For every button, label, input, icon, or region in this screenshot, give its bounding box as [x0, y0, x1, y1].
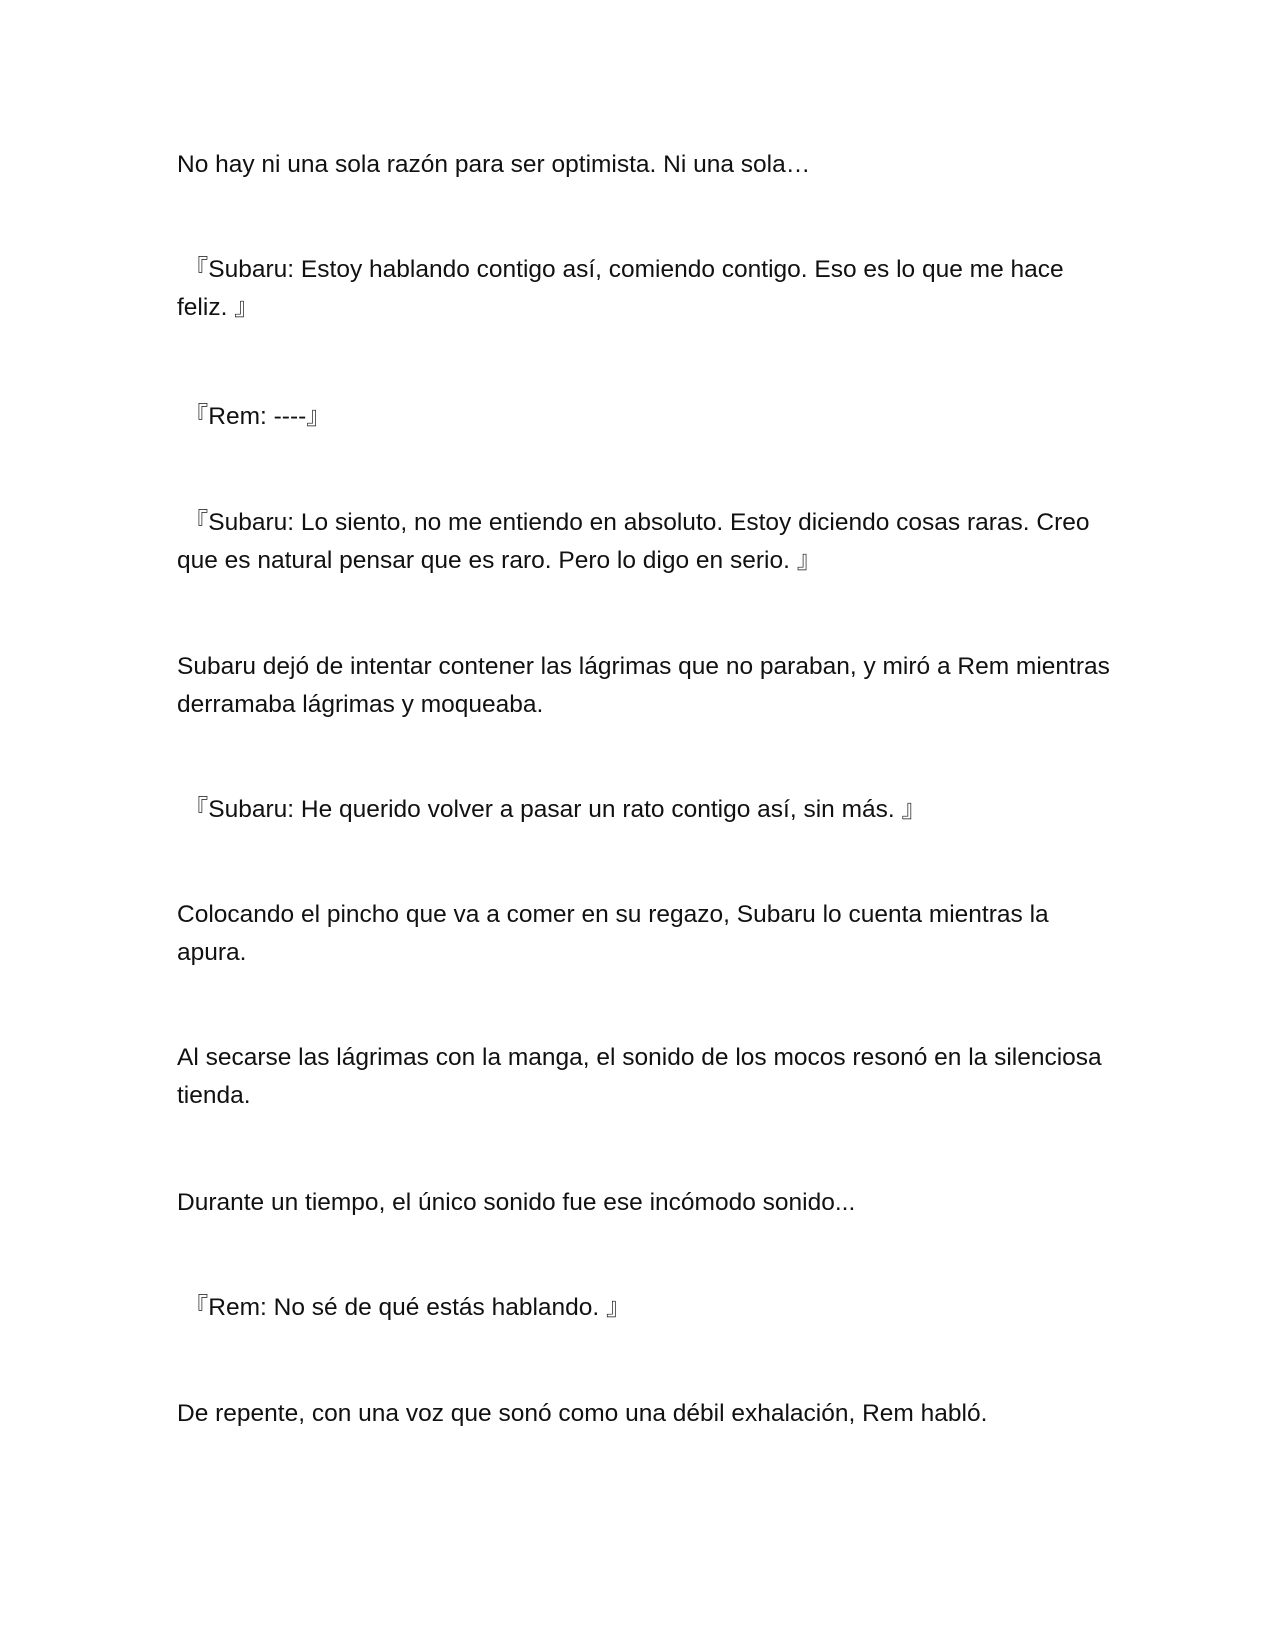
paragraph-dialogue: 『Rem: ----』	[177, 403, 331, 430]
paragraph-narration: Subaru dejó de intentar contener las lágrimas que no paraban, y miró a Rem mientras derramaba lágrimas y moqueaba.	[177, 653, 1110, 718]
paragraph-narration: Al secarse las lágrimas con la manga, el sonido de los mocos resonó en la silenciosa tienda.	[177, 1044, 1102, 1109]
paragraph-narration: No hay ni una sola razón para ser optimista. Ni una sola…	[177, 151, 811, 178]
paragraph-dialogue: 『Subaru: Lo siento, no me entiendo en absoluto. Estoy diciendo cosas raras. Creo que es natural pensar que es raro. Pero lo digo en serio. 』	[177, 509, 1090, 574]
paragraph-dialogue: 『Rem: No sé de qué estás hablando. 』	[177, 1294, 631, 1321]
paragraph-narration: Colocando el pincho que va a comer en su regazo, Subaru lo cuenta mientras la apura.	[177, 901, 1049, 966]
paragraph-narration: De repente, con una voz que sonó como una débil exhalación, Rem habló.	[177, 1400, 988, 1427]
paragraph-dialogue: 『Subaru: He querido volver a pasar un rato contigo así, sin más. 』	[177, 796, 926, 823]
paragraph-dialogue: 『Subaru: Estoy hablando contigo así, comiendo contigo. Eso es lo que me hace feliz. 』	[177, 256, 1064, 321]
paragraph-narration: Durante un tiempo, el único sonido fue ese incómodo sonido...	[177, 1189, 856, 1216]
